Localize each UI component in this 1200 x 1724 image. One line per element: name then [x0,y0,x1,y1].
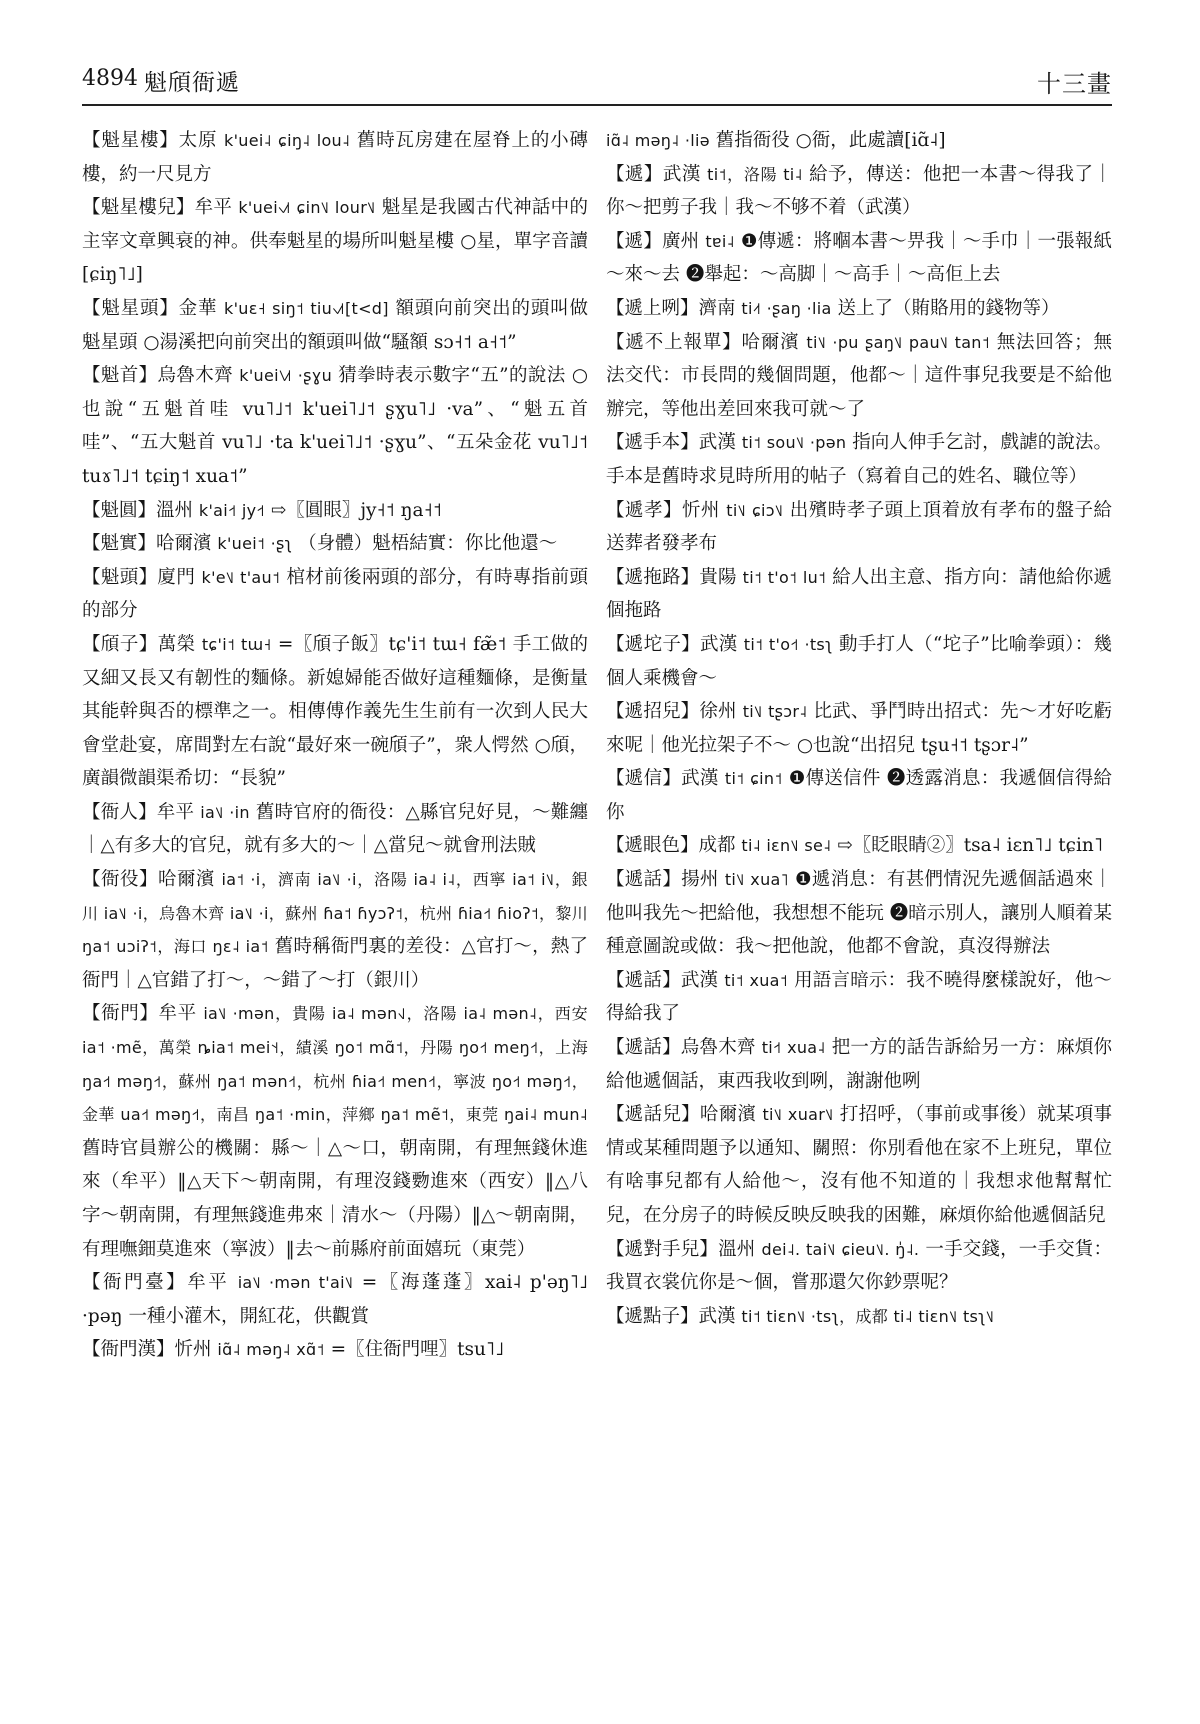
entry-phonetic: ti˧˦ xua˨ [761,1038,826,1058]
entry-location: 金華 [178,297,218,319]
entry-location: 武漢 [662,163,701,185]
entry-definition: 棺材前後兩頭的部分，有時專指前頭的部分 [82,566,588,622]
dictionary-entry [606,292,1112,326]
entry-definition: 額頭向前突出的頭叫做魁星頭 ○湯溪把向前突出的額頭叫做“騷額 sɔ˧˦ a˧˦” [82,297,588,353]
entry-phonetic: ti˥˩ tʂɔr˨ [742,702,808,722]
entry-definition: 魁星是我國古代神話中的主宰文章興衰的神。供奉魁星的場所叫魁星樓 ○星，單字音讀[ɕiŋ˥˩] [82,197,588,286]
entry-definition: 舊時官員辦公的機關：縣～｜△～口，朝南開，有理無錢休進來（牟平）‖△天下～朝南開，有理沒錢覅進來（西安）‖△八字～朝南開，有理無錢進弗來｜清水～（丹陽）‖△～朝南開，有理嘸鈿莫進來（寧波）‖去～前縣府前面嬉玩（東莞） [82,1137,588,1260]
dictionary-entry [606,1233,1112,1300]
entry-definition: ❶遞消息：有甚們情況先遞個話過來｜他叫我先～把給他，我想想不能玩 ❷暗示別人，讓別人順着某種意圖說或做：我～把他說，他都不會說，真沒得辦法 [606,869,1112,958]
entry-headword: 【魁首】 [82,365,158,387]
dictionary-entry [82,494,588,528]
entry-phonetic: iɑ̃˨ məŋ˨ xɑ̃˦ [217,1340,325,1360]
dictionary-entry [606,829,1112,863]
entry-phonetic: ti˨ iɛn˥˩ se˨ [741,836,832,856]
dictionary-entry [606,1300,1112,1334]
entry-definition: 出殯時孝子頭上頂着放有孝布的盤子給送葬者發孝布 [606,499,1112,555]
entry-definition: 猜拳時表示數字“五”的說法 ○也說“五魁首哇 vu˥˩˦ k'uei˥˩˦ ʂɣu˥˩ ·va”、“魁五首哇”、“五大魁首 vu˥˩ ·ta k'uei˥˩˦ ·ʂɣu”、“五朵金花 vu˥˩˦ tuɤ˥˩˦ tɕiŋ˦ xua˦” [82,365,588,487]
entry-location: 牟平 [187,1272,230,1294]
entry-headword: 【遞招兒】 [606,701,700,723]
entry-location: 溫州 [718,1238,756,1260]
entry-definition: 打招呼，（事前或事後）就某項事情或某種問題予以通知、關照：你別看他在家不上班兒，單位有啥事兒都有人給他～，沒有他不知道的｜我想求他幫幫忙兒，在分房子的時候反映反映我的困難，麻煩你給他遞個話兒 [606,1104,1112,1226]
section-title: 十三畫 [1037,70,1112,98]
header-rule [82,104,1112,106]
dictionary-entry [82,628,588,796]
entry-headword: 【遞拖路】 [606,566,700,588]
entry-location: 烏魯木齊 [157,365,234,387]
entry-location: 徐州 [699,701,737,723]
entry-definition: =〖住衙門哩〗tsu˥˩ [330,1339,505,1361]
entry-headword: 【衙門臺】 [82,1272,188,1294]
entry-phonetic: ti˦ xua˦ [724,970,788,990]
entry-definition: 舊時官府的衙役：△縣官兒好見，～難纏｜△有多大的官兒，就有多大的～｜△當兒～就會刑法賊 [82,801,588,857]
entry-definition: （身體）魁梧結實：你比他還～ [298,533,558,555]
entry-headword: 【頎子】 [82,633,158,655]
entry-headword: 【衙門】 [82,1003,159,1025]
entry-definition: ❶傳送信件 ❷透露消息：我遞個信得給你 [606,768,1112,823]
right-column [606,124,1112,1704]
entry-location: 哈爾濱 [741,331,800,353]
entry-headword: 【遞孝】 [606,499,682,521]
entry-headword: 【魁星樓兒】 [82,197,195,219]
entry-phonetic: ia˥˩ ·mən，貴陽 ia˨ mən˧˩，洛陽 ia˨ mən˨，西安 ia˦ ·mẽ，萬榮 ȵia˦ mei˦˧，績溪 ŋo˦ mɑ̃˦，丹陽 ŋo˧˦ meŋ˧˦，上海 ŋa˧˦ məŋ˧˦，蘇州 ŋa˦ mən˧˦，杭州 ɦia˧˦ men˧˦，寧波 ŋo˧˦ məŋ˧˦，金華 ua˧˦ məŋ˧˦，南昌 ŋa˦ ·min，萍鄉 ŋa˦ mẽ˦，東莞 ŋai˨ mun˨ [82,1004,588,1125]
entry-location: 武漢 [680,969,719,991]
entry-location: 太原 [178,130,218,151]
entry-phonetic: ti˦ sou˥˩ ·pən [741,433,847,453]
entry-phonetic: ia˥˩ ·mən t'ai˥˩ [237,1273,354,1293]
entry-location: 貴陽 [699,566,737,588]
dictionary-entry [606,762,1112,829]
entry-definition: 送上了（賄賂用的錢物等） [837,297,1060,319]
entry-definition: 指向人伸手乞討，戲謔的說法。手本是舊時求見時所用的帖子（寫着自己的姓名、職位等） [606,432,1112,487]
dictionary-entry [606,628,1112,695]
entry-location: 武漢 [699,633,738,655]
entry-phonetic: ti˦ t'o˦ lu˦ [742,567,827,587]
entry-headword: 【遞話兒】 [606,1104,700,1126]
entry-headword: 【魁頭】 [82,566,158,588]
entry-definition: ⇨〖眨眼睛②〗tsa˨ iɛn˥˩ tɕin˥ [837,835,1103,857]
entry-phonetic: iɑ̃˨ məŋ˨ ·liə [606,131,710,150]
entry-location: 忻州 [681,499,720,521]
entry-phonetic: k'uei˨ ɕiŋ˨ lou˨ [224,131,351,150]
entry-headword: 【遞坨子】 [606,633,700,655]
dictionary-entry [606,1098,1112,1232]
entry-definition: 比武、爭鬥時出招式：先～才好吃虧來呢｜他光拉架子不～ ○也說“出招兒 tʂu˧˦ tʂɔr˨” [606,701,1112,756]
entry-headword: 【衙門漢】 [82,1339,175,1361]
entry-headword: 【魁星頭】 [82,297,179,319]
dictionary-entry [82,796,588,863]
dictionary-entry [606,426,1112,493]
entry-phonetic: k'ai˧˦ jy˧˦ [198,500,265,520]
entry-definition: 給人出主意、指方向：請他給你遞個拖路 [606,566,1112,622]
entry-location: 成都 [698,835,736,857]
dictionary-entry [82,561,588,628]
entry-location: 牟平 [156,801,195,823]
entry-location: 武漢 [681,768,719,790]
entry-headword: 【遞手本】 [606,432,699,454]
dictionary-entry [606,225,1112,292]
dictionary-entry [82,1333,588,1367]
page-header [82,58,1112,102]
entry-phonetic: ti˦，洛陽 ti˨ [707,164,803,184]
entry-phonetic: dei˨. tai˥˩ ɕieu˥˩. ŋ̍˨. [761,1239,920,1259]
entry-headword: 【魁星樓】 [82,130,179,151]
entry-headword: 【遞上咧】 [606,297,699,319]
entry-headword: 【遞點子】 [606,1305,699,1327]
entry-headword: 【遞不上報單】 [606,331,742,353]
dictionary-entry [82,863,588,997]
entry-definition: 一手交錢，一手交貨：我買衣裳伉你是～個，嘗那還欠你鈔票呢？ [606,1238,1112,1294]
entry-definition: 舊指衙役 ○衙，此處讀[iɑ̃˨] [715,130,946,151]
entry-phonetic: ia˥˩ ·in [200,802,250,822]
entry-phonetic: ti˥˩ xua˥ [724,870,789,890]
dictionary-entry [82,191,588,292]
entry-definition: =〖頎子飯〗tɕ'i˦ tɯ˧ fæ̃˦ 手工做的又細又長又有韌性的麵條。新媳婦能否做好這種麵條，是衡量其能幹與否的標準之一。相傳傅作義先生生前有一次到人民大會堂赴宴，席間對左右說“最好來一碗頎子”，衆人愕然 ○頎，廣韻微韻渠希切：“長貌” [82,633,588,790]
entry-definition: 給予，傳送：他把一本書～得我了｜你～把剪子我｜我～不够不着（武漢） [606,163,1112,219]
entry-definition: ⇨〖圓眼〗jy˧˦ ŋa˧˦ [270,499,442,521]
entry-definition: 無法回答；無法交代：市長問的幾個問題，他都～｜這件事兒我要是不給他辦完，等他出差回來我可就～了 [606,331,1112,420]
entry-location: 牟平 [158,1003,197,1025]
dictionary-entry [606,964,1112,1031]
entry-definition: 把一方的話告訴給另一方：麻煩你給他遞個話，東西我收到咧，謝謝他咧 [606,1037,1112,1092]
entry-location: 哈爾濱 [158,869,216,891]
entry-headword: 【遞】 [606,230,662,252]
dictionary-entry [82,124,588,191]
page-number: 4894 [82,66,138,91]
entry-phonetic: ia˦ ·i，濟南 ia˥˩ ·i，洛陽 ia˨ i˨，西寧 ia˦ i˥˩，銀川 ia˥˩ ·i，烏魯木齊 ia˥˩ ·i，蘇州 ɦa˦ ɦyɔʔ˦，杭州 ɦia˧˦ ɦioʔ˦，黎川 ŋa˦ uɔiʔ˦，海口 ŋɛ˨ ia˦ [82,870,588,957]
entry-headword: 【魁圓】 [82,499,157,521]
entry-location: 武漢 [698,432,736,454]
entry-headword: 【衙役】 [82,869,159,891]
entry-headword: 【遞】 [606,163,663,185]
entry-location: 烏魯木齊 [680,1037,756,1059]
dictionary-entry [606,695,1112,762]
entry-location: 揚州 [681,869,719,891]
dictionary-entry [82,527,588,561]
entry-phonetic: tɐi˨ [705,231,735,251]
dictionary-entry [82,292,588,359]
dictionary-entry [606,124,1112,158]
entry-location: 廣州 [661,230,700,252]
entry-definition: ❶傳遞：將嗰本書～畀我｜～手巾｜一張報紙～來～去 ❷舉起：～高脚｜～高手｜～高佢上去 [606,230,1112,286]
entry-phonetic: k'uɛ˧ siŋ˦ tiu˧˩˦[t<d] [224,298,389,318]
entry-phonetic: tɕ'i˦ tɯ˧ [201,634,272,654]
entry-location: 濟南 [698,297,736,319]
entry-headword: 【遞眼色】 [606,835,699,857]
entry-phonetic: ti˦ ɕin˦ [724,769,783,789]
entry-location: 廈門 [157,566,196,588]
dictionary-entry [606,863,1112,964]
entry-location: 哈爾濱 [156,533,212,555]
entry-definition: 舊時瓦房建在屋脊上的小磚樓，約一尺見方 [82,130,588,185]
entry-phonetic: k'e˥˩ t'au˦ [201,567,281,587]
left-column [82,124,588,1704]
dictionary-entry [606,494,1112,561]
entry-phonetic: k'uei˧˩˦ ɕin˥˩ lour˥˩ [238,198,376,218]
entry-location: 武漢 [698,1305,736,1327]
dictionary-entry [606,326,1112,427]
entry-headword: 【遞話】 [606,1037,681,1059]
entry-phonetic: ti˥˩ ·pu ʂaŋ˥˩ pau˥˩ tan˦ [806,332,990,352]
entry-phonetic: ti˦ tiɛn˥˩ ·tsʅ，成都 ti˨ tiɛn˥˩ tsʅ˥˩ [741,1306,995,1326]
entry-headword: 【遞信】 [606,768,682,790]
entry-phonetic: k'uei˦ ·ʂʅ [217,534,293,554]
entry-headword: 【遞話】 [606,969,681,991]
entry-phonetic: ti˥˩ ɕiɔ˥˩ [726,500,784,520]
dictionary-entry [82,1266,588,1333]
dictionary-entry [606,561,1112,628]
entry-headword: 【遞對手兒】 [606,1238,719,1260]
entry-location: 牟平 [194,197,233,219]
entry-phonetic: ti˨˦ ·ʂaŋ ·lia [741,298,832,318]
entry-location: 溫州 [156,499,194,521]
entry-phonetic: ti˥˩ xuar˥˩ [762,1105,834,1125]
entry-phonetic: ti˦ t'o˧˦ ·tsʅ [743,634,833,654]
entry-headword: 【遞話】 [606,869,682,891]
entry-location: 哈爾濱 [699,1104,757,1126]
entry-headword: 【衙人】 [82,801,157,823]
entry-definition: 動手打人（“坨子”比喻拳頭）：幾個人乘機會～ [606,633,1112,689]
entry-phonetic: k'uei˥˩˦ ·ʂɣu [239,366,333,386]
entry-definition: 用語言暗示：我不曉得麼樣說好，他～得給我了 [606,969,1112,1025]
entry-location: 萬榮 [157,633,196,655]
header-characters: 魁頎衙遞 [144,70,240,96]
entry-definition: =〖海蓬蓬〗xai˨ p'əŋ˥˩ ·pəŋ 一種小灌木，開紅花，供觀賞 [82,1272,588,1327]
dictionary-entry [606,1031,1112,1098]
entry-location: 忻州 [174,1339,212,1361]
entry-headword: 【魁實】 [82,533,157,555]
dictionary-entry [82,359,588,493]
dictionary-entry [82,997,588,1266]
entry-definition: 舊時稱衙門裏的差役：△官打～，熱了衙門｜△官錯了打～，～錯了～打（銀川） [82,936,588,991]
dictionary-entry [606,158,1112,225]
